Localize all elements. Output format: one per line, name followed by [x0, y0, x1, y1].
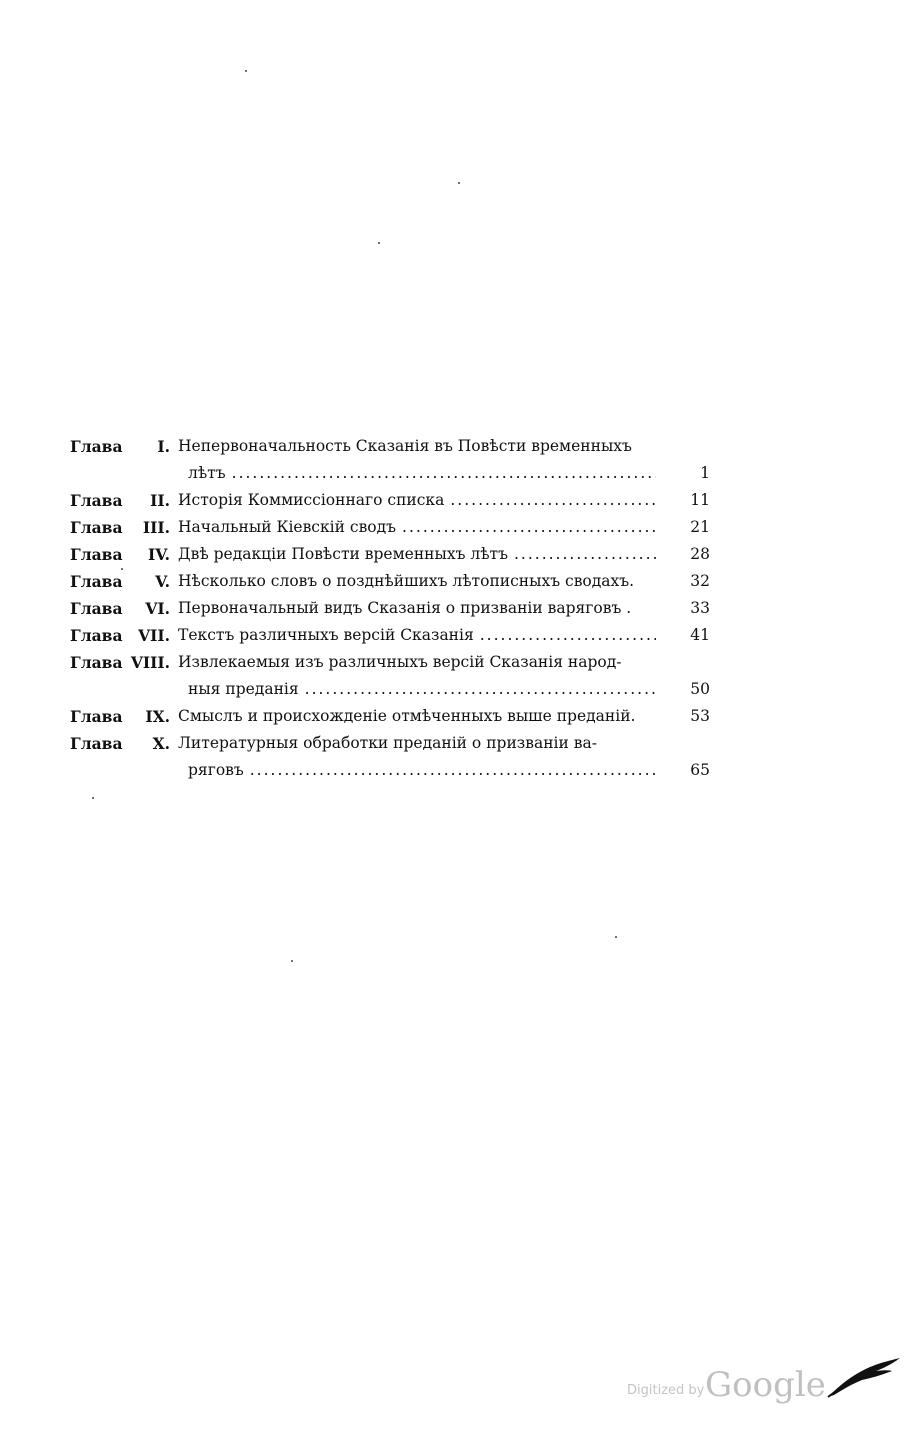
chapter-label: Глава: [70, 545, 123, 564]
toc-entry-4: [70, 541, 710, 568]
chapter-title-line: Текстъ различныхъ версій Сказанія: [178, 626, 474, 644]
chapter-title-line: Непервоначальность Сказанія въ Повѣсти временныхъ: [178, 437, 632, 455]
toc-entry-3: [70, 514, 710, 541]
chapter-title-line: Исторія Коммиссіоннаго списка: [178, 491, 445, 509]
toc-entry-6: [70, 595, 710, 622]
chapter-label: Глава: [70, 734, 123, 753]
page-number: 28: [690, 545, 710, 563]
dot-leader: [474, 622, 656, 649]
chapter-title: [174, 568, 656, 595]
chapter-title: [174, 703, 656, 730]
chapter-number: I.: [157, 437, 170, 456]
chapter-number: III.: [142, 518, 170, 537]
chapter-number: VI.: [145, 599, 170, 618]
chapter-title-line: Извлекаемыя изъ различныхъ версій Сказанія народ-: [178, 653, 622, 671]
chapter-number: IV.: [148, 545, 170, 564]
chapter-number: V.: [155, 572, 170, 591]
table-of-contents: [70, 433, 710, 784]
dot-leader: [299, 676, 656, 703]
toc-entry-5: [70, 568, 710, 595]
page-number: 33: [690, 599, 710, 617]
chapter-label: Глава: [70, 653, 123, 672]
chapter-label: Глава: [70, 572, 123, 591]
chapter-title: [174, 514, 656, 541]
dot-leader: [444, 487, 656, 514]
dot-leader: [396, 514, 656, 541]
page-number: 65: [690, 761, 710, 779]
chapter-title-line: ряговъ: [188, 761, 244, 779]
scan-speck: [92, 797, 94, 799]
scan-speck: [245, 70, 247, 72]
toc-entry-9: [70, 703, 710, 730]
toc-entry-7: [70, 622, 710, 649]
chapter-title: [174, 487, 656, 514]
page-number: 41: [690, 626, 710, 644]
chapter-title-line: лѣтъ: [188, 464, 226, 482]
page-number: 53: [690, 707, 710, 725]
chapter-title-line: Смыслъ и происхожденіе отмѣченныхъ выше преданій.: [178, 707, 636, 725]
chapter-number: II.: [150, 491, 170, 510]
dot-leader: [226, 460, 656, 487]
toc-entry-8: [70, 649, 710, 703]
chapter-label: Глава: [70, 599, 123, 618]
chapter-title: [174, 541, 656, 568]
scan-speck: [378, 242, 380, 244]
chapter-number: VIII.: [130, 653, 170, 672]
chapter-title: [174, 622, 656, 649]
google-wordmark: Google: [705, 1365, 826, 1405]
page-number: 11: [690, 491, 710, 509]
scan-speck: [458, 182, 460, 184]
chapter-label: Глава: [70, 491, 123, 510]
page-number: 21: [690, 518, 710, 536]
chapter-title-line: Литературныя обработки преданій о призваніи ва-: [178, 734, 597, 752]
dot-leader: [244, 757, 656, 784]
chapter-number: X.: [152, 734, 170, 753]
chapter-label: Глава: [70, 626, 123, 645]
chapter-label: Глава: [70, 437, 123, 456]
scan-speck: [121, 568, 123, 570]
toc-entry-2: [70, 487, 710, 514]
chapter-title-line: Двѣ редакціи Повѣсти временныхъ лѣтъ: [178, 545, 508, 563]
digitized-by-label: Digitized by: [627, 1383, 705, 1398]
chapter-number: IX.: [145, 707, 170, 726]
quill-mark-icon: [826, 1355, 902, 1400]
chapter-title: [174, 433, 656, 487]
toc-entry-10: [70, 730, 710, 784]
chapter-title-line: ныя преданія: [188, 680, 299, 698]
scan-speck: [615, 936, 617, 938]
dot-leader: [508, 541, 656, 568]
page-number: 1: [700, 464, 710, 482]
chapter-label: Глава: [70, 518, 123, 537]
chapter-title-line: Нѣсколько словъ о позднѣйшихъ лѣтописныхъ сводахъ.: [178, 572, 635, 590]
chapter-title: [174, 649, 656, 703]
chapter-title: [174, 730, 656, 784]
chapter-title-line: Первоначальный видъ Сказанія о призваніи варяговъ .: [178, 599, 632, 617]
chapter-title: [174, 595, 656, 622]
chapter-title-line: Начальный Кіевскій сводъ: [178, 518, 397, 536]
chapter-label: Глава: [70, 707, 123, 726]
page-number: 32: [690, 572, 710, 590]
toc-entry-1: [70, 433, 710, 487]
chapter-number: VII.: [138, 626, 170, 645]
scan-speck: [291, 960, 293, 962]
page-number: 50: [690, 680, 710, 698]
